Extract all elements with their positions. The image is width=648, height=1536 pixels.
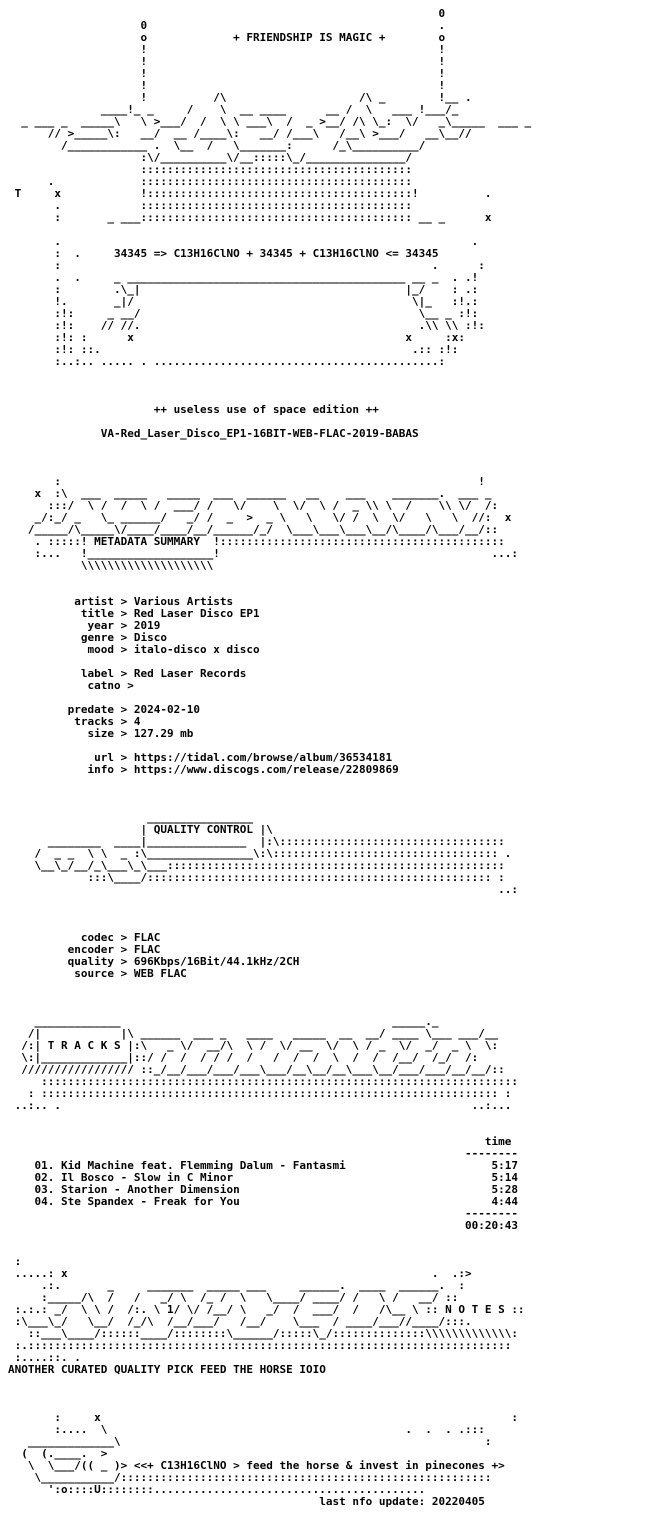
nfo-line: 0	[8, 7, 446, 20]
nfo-line: :!: // //. .\\ \\ :!:	[8, 319, 485, 332]
nfo-line: source > WEB FLAC	[8, 967, 187, 980]
nfo-line: :.... \ . . . .:::	[8, 1423, 485, 1436]
nfo-line	[8, 368, 531, 380]
nfo-line: ____!_ _ / \ __ ____ __ / \ ___ !___/_	[8, 103, 459, 116]
nfo-line: : !	[8, 475, 485, 488]
nfo-line: ! !	[8, 43, 446, 56]
nfo-line: ':o::::U::::::::.........................................	[8, 1483, 426, 1496]
nfo-line: !. _|/ \|_ :!.:	[8, 295, 479, 308]
nfo-line: 0 .	[8, 19, 446, 32]
nfo-line: \ \___/(( _ )> <<+ C13H16ClNO > feed the horse & invest in pinecones +>	[8, 1459, 505, 1472]
nfo-line: /_____/\_____\/____/____/__/______/_/ \___\___\___\__/\____/\___/__/::	[8, 523, 499, 536]
nfo-line: :!: ::. .:: :!:	[8, 343, 459, 356]
nfo-text	[8, 8, 531, 1508]
nfo-line: 02. Il Bosco - Slow in C Minor 5:14	[8, 1171, 518, 1184]
nfo-line: \\\\\\\\\\\\\\\\\\\\	[8, 559, 214, 572]
nfo-line: --------	[8, 1207, 518, 1220]
nfo-line: predate > 2024-02-10	[8, 703, 201, 716]
nfo-line: time	[8, 1135, 512, 1148]
nfo-line	[8, 896, 531, 908]
nfo-line: ::::::::::::::::::::::::::::::::::::::::::::::::::::::::::::::::::::::::	[8, 1075, 518, 1088]
nfo-line: 04. Ste Spandex - Freak for You 4:44	[8, 1195, 518, 1208]
nfo-line: --------	[8, 1147, 518, 1160]
nfo-line: :::/ \ / / \ / ___/ / \/ \ \/ \ / _ \\ \ / \\ \/ /:	[8, 499, 499, 512]
nfo-line: // >_____\: __/ __ /____\: __/ /___\ /__\ >___/ __\__//	[8, 127, 472, 140]
nfo-line: 01. Kid Machine feat. Flemming Dalum - Fantasmi 5:17	[8, 1159, 518, 1172]
nfo-line	[8, 776, 531, 788]
nfo-line: 03. Starion - Another Dimension 5:28	[8, 1183, 518, 1196]
nfo-line: tracks > 4	[8, 715, 141, 728]
nfo-line	[8, 380, 531, 392]
nfo-line: :..:.. ..... . ...........................................:	[8, 355, 446, 368]
nfo-line	[8, 980, 531, 992]
nfo-line: . . _ __________________________________________ __ _ . .!	[8, 271, 479, 284]
nfo-line: :!: _ __/ \__ _ :!:	[8, 307, 479, 320]
nfo-line	[8, 440, 531, 452]
nfo-line: .....: x . .:>	[8, 1267, 472, 1280]
nfo-line: :.:::::::::::::::::::::::::::::::::::::::::::::::::::::::::::::::::::::::::	[8, 1339, 512, 1352]
nfo-line: url > https://tidal.com/browse/album/36534181	[8, 751, 393, 764]
nfo-line: :_____/\ / / _/ \ /_ / \ \____/ ____/ / \ / __/ ::	[8, 1291, 459, 1304]
nfo-line: .:. _ _______ _____ ___ ______. ____ ______. :	[8, 1279, 465, 1292]
nfo-line: ///////////////// ::_/__/___/___/___\___/__\__/__\___\__/___/___/__/__/::	[8, 1063, 505, 1076]
nfo-line: :....::. .	[8, 1351, 512, 1364]
nfo-line: ..:.. . ..:...	[8, 1099, 512, 1112]
nfo-line: : ::::::::::::::::::::::::::::::::::::::::::::::::::::::::::::::::::::: :	[8, 1087, 512, 1100]
nfo-line: o + FRIENDSHIP IS MAGIC + o	[8, 31, 446, 44]
nfo-line: ( (.____. >	[8, 1447, 108, 1460]
nfo-line: /| |\ ______ ___ _ ____ _____ __ __/ ____ \___ ___/__	[8, 1027, 499, 1040]
nfo-line: : _ ___::::::::::::::::::::::::::::::::::::::::: __ _ x	[8, 211, 492, 224]
nfo-line: ANOTHER CURATED QUALITY PICK FEED THE HORSE IOIO	[8, 1363, 326, 1376]
nfo-line: mood > italo-disco x disco	[8, 643, 260, 656]
nfo-line: year > 2019	[8, 619, 161, 632]
nfo-line: . :::::::::::::::::::::::::::::::::::::::::	[8, 175, 412, 188]
nfo-line: 00:20:43	[8, 1219, 518, 1232]
nfo-line: :	[8, 1255, 518, 1268]
nfo-line: :.:.: _/ \ \ / /:. \ 1/ \/ /__/ \ _/ / ___/ / /\__ \ :: N O T E S ::	[8, 1303, 525, 1316]
nfo-line: | QUALITY CONTROL |\	[8, 823, 273, 836]
nfo-line: ! !	[8, 67, 446, 80]
nfo-line: label > Red Laser Records	[8, 667, 247, 680]
nfo-line	[8, 1376, 531, 1388]
nfo-line: T x !::::::::::::::::::::::::::::::::::::::::! .	[8, 187, 492, 200]
nfo-line: _____________ _____._	[8, 1015, 439, 1028]
nfo-line	[8, 452, 531, 464]
nfo-line: /:| T R A C K S |:\ _ \/ __/\ \ / \/ __ \/ \ / _ \/ _/ _ \ \:	[8, 1039, 499, 1052]
nfo-line: : . 34345 => C13H16ClNO + 34345 + C13H16ClNO <= 34345	[8, 247, 439, 260]
nfo-line: . :::::::::::::::::::::::::::::::::::::::::	[8, 199, 412, 212]
nfo-line: VA-Red_Laser_Disco_EP1-16BIT-WEB-FLAC-2019-BABAS	[8, 427, 419, 440]
nfo-line: _ ___ _ _____\ \ >___/ / \ \ ___\ / _ >__/ /\ \_: \/ _\_____ ___ _	[8, 115, 532, 128]
nfo-line: title > Red Laser Disco EP1	[8, 607, 260, 620]
nfo-line: size > 127.29 mb	[8, 727, 194, 740]
nfo-line: :!: : x x :x:	[8, 331, 465, 344]
nfo-line: ________ ____|_______________ |:\::::::::::::::::::::::::::::::::::	[8, 835, 505, 848]
nfo-line: :::\____/:::::::::::::::::::::::::::::::::::::::::::::::::::: :	[8, 871, 505, 884]
nfo-line: ________________	[8, 811, 254, 824]
nfo-line: ++ useless use of space edition ++	[8, 403, 379, 416]
nfo-line: \___________/::::::::::::::::::::::::::::::::::::::::::::::::::::::::	[8, 1471, 492, 1484]
nfo-line	[8, 1232, 531, 1244]
nfo-line: quality > 696Kbps/16Bit/44.1kHz/2CH	[8, 955, 300, 968]
nfo-line	[8, 572, 531, 584]
nfo-line: . :::::! METADATA SUMMARY !:::::::::::::::::::::::::::::::::::::::::::	[8, 535, 505, 548]
nfo-line: _____________\ :	[8, 1435, 492, 1448]
nfo-line: \:|_____________|::/ / / / / / / / / / \ / / /__/ /_/ /:	[8, 1051, 479, 1064]
nfo-line: ..:	[8, 883, 518, 896]
nfo-line: :\___\_/ \__/ /_/\ /__/___/ /__/ \___ / ____/___//____/:::.	[8, 1315, 472, 1328]
nfo-line: ::___\____/::::::____/::::::::\______/:::::\_/::::::::::::::\\\\\\\\\\\\\:	[8, 1327, 518, 1340]
nfo-line: . .	[8, 235, 479, 248]
nfo-line: / _ _ \ \ _ :\________________\:\:::::::::::::::::::::::::::::::::: .	[8, 847, 512, 860]
nfo-line: \__\_/__/_\___\_\___:::::::::::::::::::::::::::::::::::::::::::::::::::	[8, 859, 505, 872]
nfo-line: :::::::::::::::::::::::::::::::::::::::::	[8, 163, 412, 176]
nfo-line	[8, 1112, 531, 1124]
nfo-line: last nfo update: 20220405	[8, 1495, 485, 1508]
nfo-line	[8, 788, 531, 800]
nfo-line	[8, 1388, 531, 1400]
nfo-line: ! !	[8, 79, 446, 92]
nfo-line: genre > Disco	[8, 631, 167, 644]
nfo-line	[8, 908, 531, 920]
nfo-line: ! !	[8, 55, 446, 68]
nfo-line: _/:_/ _ \_ ______/ _/ / _ > _ \ \ \/ / \ \/ \ \ //: x	[8, 511, 512, 524]
nfo-line: artist > Various Artists	[8, 595, 234, 608]
nfo-line: encoder > FLAC	[8, 943, 161, 956]
nfo-line: info > https://www.discogs.com/release/22809869	[8, 763, 399, 776]
nfo-line: : . :	[8, 259, 485, 272]
nfo-line: :\/__________\/__:::::\_/_______________/	[8, 151, 412, 164]
nfo-line: codec > FLAC	[8, 931, 161, 944]
nfo-line: catno >	[8, 679, 134, 692]
nfo-line	[8, 992, 531, 1004]
nfo-line: /____________ . \__ / \_______: /_\__________/	[8, 139, 426, 152]
nfo-line: : x :	[8, 1411, 518, 1424]
nfo-line: ! /\ /\ _ !__ .	[8, 91, 472, 104]
nfo-line: x :\ ___ _____ _____ ___ ______ __ ___ _______. ___ _	[8, 487, 492, 500]
nfo-line: : .\_| |_/ : .:	[8, 283, 479, 296]
nfo-line: :... !___________________! ...:	[8, 547, 518, 560]
